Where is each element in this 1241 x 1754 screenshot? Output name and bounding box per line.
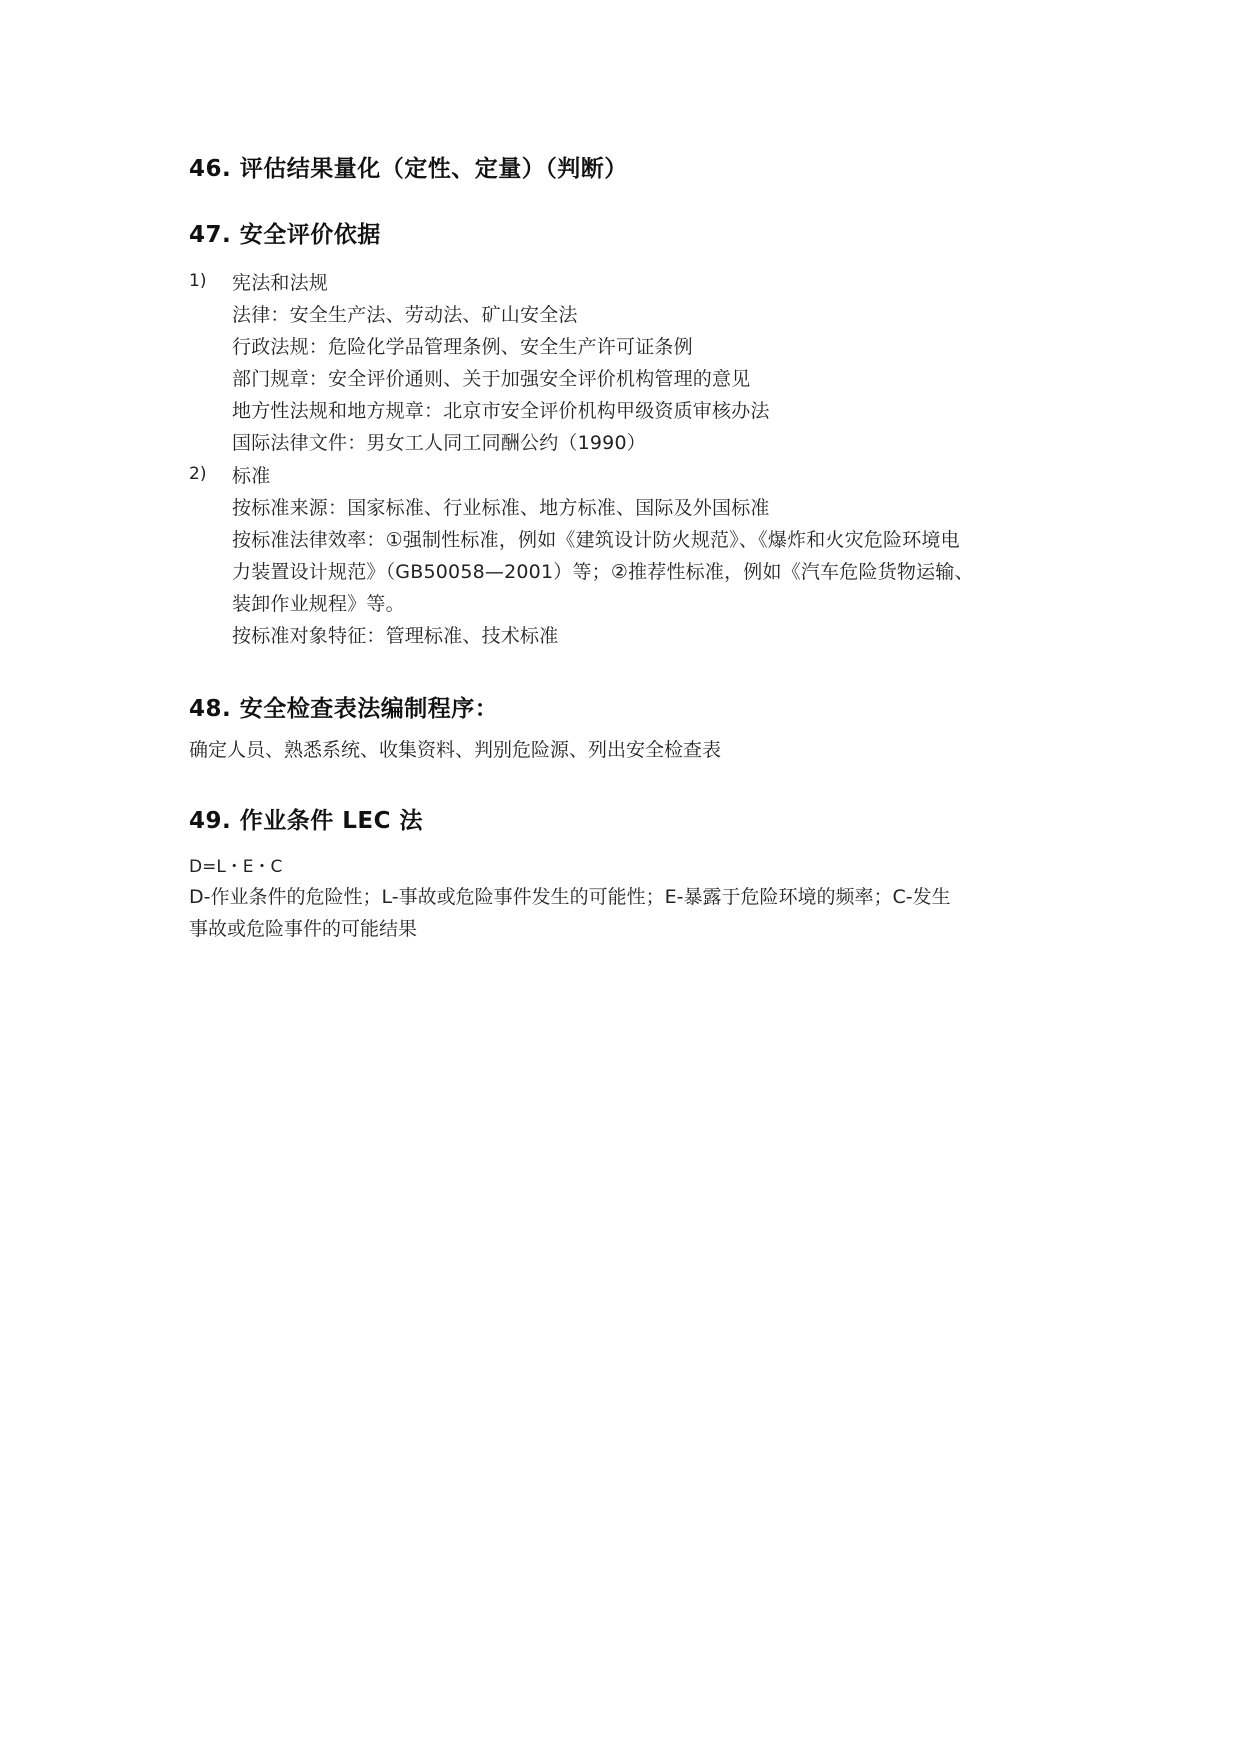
section-49-heading: 49. 作业条件 LEC 法 (189, 808, 424, 834)
section-48-body: 确定人员、熟悉系统、收集资料、判别危险源、列出安全检查表 (189, 739, 722, 761)
list-item-2-line: 力装置设计规范》（GB50058—2001）等；②推荐性标准，例如《汽车危险货物运输、 (232, 561, 974, 583)
section-47-heading: 47. 安全评价依据 (189, 222, 381, 248)
list-item-1-line: 地方性法规和地方规章：北京市安全评价机构甲级资质审核办法 (232, 400, 770, 422)
list-item-2-title: 标准 (232, 465, 271, 487)
list-item-1-number: 1) (189, 271, 207, 291)
section-49-body-line: D-作业条件的危险性；L-事故或危险事件发生的可能性；E-暴露于危险环境的频率；C-发生 (189, 886, 951, 908)
list-item-1-line: 部门规章：安全评价通则、关于加强安全评价机构管理的意见 (232, 368, 751, 390)
section-46-heading: 46. 评估结果量化（定性、定量）（判断） (189, 156, 628, 182)
section-48-heading: 48. 安全检查表法编制程序： (189, 696, 499, 722)
list-item-2-number: 2) (189, 464, 207, 484)
list-item-1-line: 行政法规：危险化学品管理条例、安全生产许可证条例 (232, 336, 693, 358)
list-item-2-line: 按标准对象特征：管理标准、技术标准 (232, 625, 559, 647)
lec-formula: D=L・E・C (189, 857, 283, 877)
list-item-1-title: 宪法和法规 (232, 272, 329, 294)
list-item-2-line: 按标准来源：国家标准、行业标准、地方标准、国际及外国标准 (232, 497, 770, 519)
list-item-1-line: 法律：安全生产法、劳动法、矿山安全法 (232, 304, 578, 326)
section-49-body-line: 事故或危险事件的可能结果 (189, 918, 418, 940)
list-item-2-line: 按标准法律效率：①强制性标准，例如《建筑设计防火规范》、《爆炸和火灾危险环境电 (232, 529, 960, 551)
list-item-1-line: 国际法律文件：男女工人同工同酬公约（1990） (232, 432, 646, 454)
list-item-2-line: 装卸作业规程》等。 (232, 593, 405, 615)
